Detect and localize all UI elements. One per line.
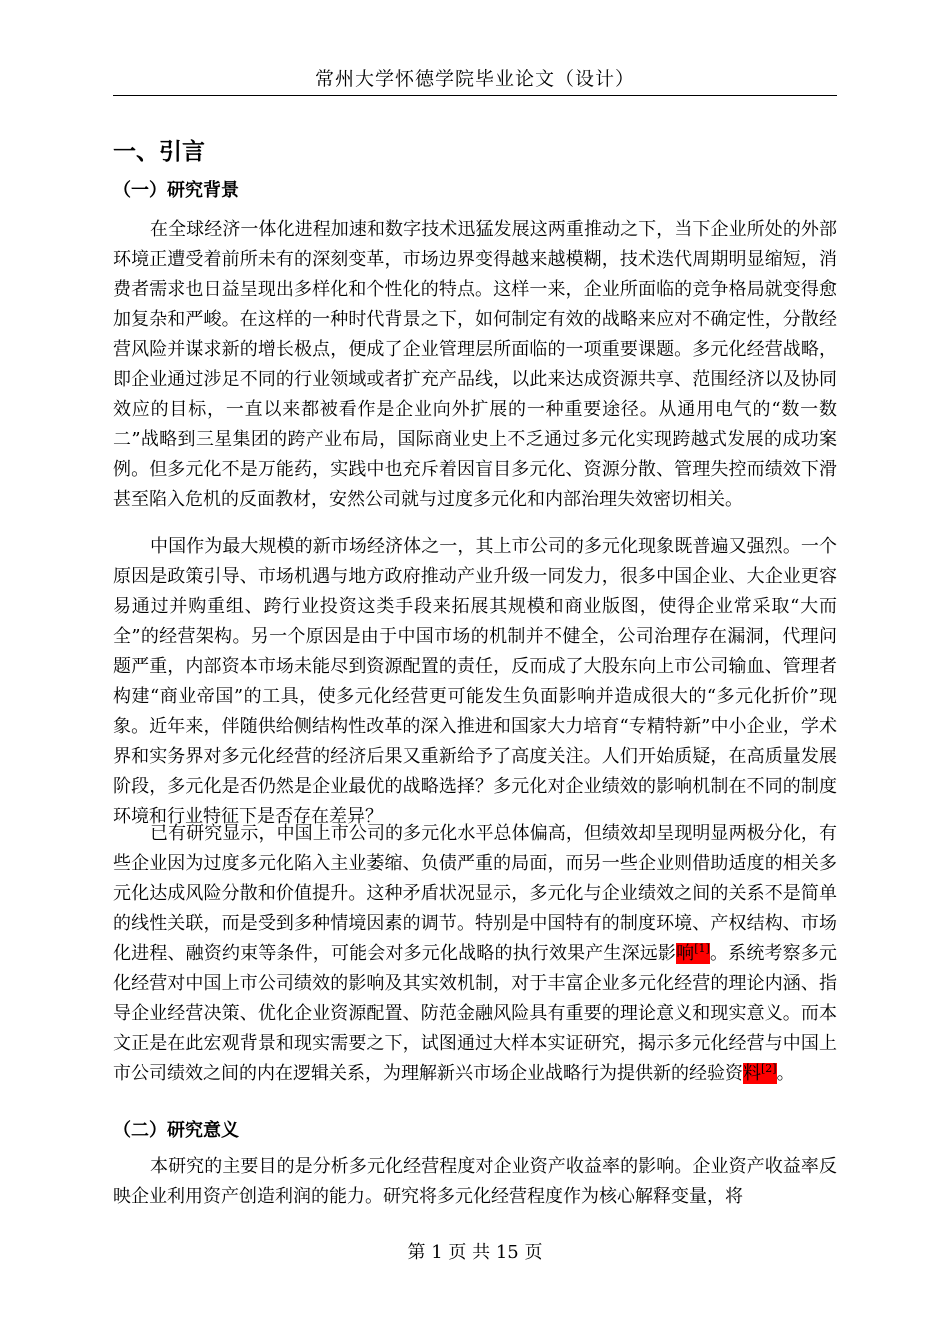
citation-highlight-2[interactable] (743, 1063, 777, 1084)
paragraph-background-2: 中国作为最大规模的新市场经济体之一，其上市公司的多元化现象既普遍又强烈。一个原因是政策引导、市场机遇与地方政府推动产业升级一同发力，很多中国企业、大企业更容易通过并购重组、跨行业投资这类手段来拓展其规模和商业版图，使得企业常采取“大而全”的经营架构。另一个原因是由于中国市场的机制并不健全，公司治理存在漏洞，代理问题严重，内部资本市场未能尽到资源配置的责任，反而成了大股东向上市公司输血、管理者构建“商业帝国”的工具，使多元化经营更可能发生负面影响并造成很大的“多元化折价”现象。近年来，伴随供给侧结构性改革的深入推进和国家大力培育“专精特新”中小企业，学术界和实务界对多元化经营的经济后果又重新给予了高度关注。人们开始质疑，在高质量发展阶段，多元化是否仍然是企业最优的战略选择？多元化对企业绩效的影响机制在不同的制度环境和行业特征下是否存在差异？ (113, 536, 837, 827)
citation-highlight-1[interactable] (676, 943, 710, 964)
citation-anchor-text: 响 (676, 943, 695, 964)
citation-ref-1[interactable]: [1] (694, 942, 710, 955)
citation-ref-2[interactable]: [2] (761, 1062, 777, 1075)
subsection-heading-significance: （二）研究意义 (113, 1120, 239, 1141)
paragraph-text: 。系统考察多元化经营对中国上市公司绩效的影响及其实效机制，对于丰富企业多元化经营的理论内涵、指导企业经营决策、优化企业资源配置、防范金融风险具有重要的理论意义和现实意义。而本文正是在此宏观背景和现实需要之下，试图通过大样本实证研究，揭示多元化经营与中国上市公司绩效之间的内在逻辑关系，为理解新兴市场企业战略行为提供新的经验资 (113, 943, 838, 1084)
section-heading: 一、引言 (113, 138, 205, 165)
paragraph-background-3 (113, 819, 837, 1089)
paragraph-text: 。 (776, 1063, 795, 1084)
paragraph-significance-1: 本研究的主要目的是分析多元化经营程度对企业资产收益率的影响。企业资产收益率反映企业利用资产创造利润的能力。研究将多元化经营程度作为核心解释变量，将 (113, 1156, 837, 1207)
page-number: 第 1 页 共 15 页 (407, 1242, 543, 1263)
citation-anchor-text: 料 (743, 1063, 761, 1084)
subsection-heading-background: （一）研究背景 (113, 180, 239, 201)
paragraph-text: 已有研究显示，中国上市公司的多元化水平总体偏高，但绩效却呈现明显两极分化，有些企业因为过度多元化陷入主业萎缩、负债严重的局面，而另一些企业则借助适度的相关多元化达成风险分散和价值提升。这种矛盾状况显示，多元化与企业绩效之间的关系不是简单的线性关联，而是受到多种情境因素的调节。特别是中国特有的制度环境、产权结构、市场化进程、融资约束等条件，可能会对多元化战略的执行效果产生深远影 (113, 823, 837, 964)
page-header: 常州大学怀德学院毕业论文（设计） (314, 68, 635, 90)
paragraph-background-1: 在全球经济一体化进程加速和数字技术迅猛发展这两重推动之下，当下企业所处的外部环境正遭受着前所未有的深刻变革，市场边界变得越来越模糊，技术迭代周期明显缩短，消费者需求也日益呈现出多样化和个性化的特点。这样一来，企业所面临的竞争格局就变得愈加复杂和严峻。在这样的一种时代背景之下，如何制定有效的战略来应对不确定性，分散经营风险并谋求新的增长极点，便成了企业管理层所面临的一项重要课题。多元化经营战略，即企业通过涉足不同的行业领域或者扩充产品线，以此来达成资源共享、范围经济以及协同效应的目标，一直以来都被看作是企业向外扩展的一种重要途径。从通用电气的“数一数二”战略到三星集团的跨产业布局，国际商业史上不乏通过多元化实现跨越式发展的成功案例。但多元化不是万能药，实践中也充斥着因盲目多元化、资源分散、管理失控而绩效下滑甚至陷入危机的反面教材，安然公司就与过度多元化和内部治理失效密切相关。 (113, 219, 837, 510)
header-divider (113, 95, 837, 96)
